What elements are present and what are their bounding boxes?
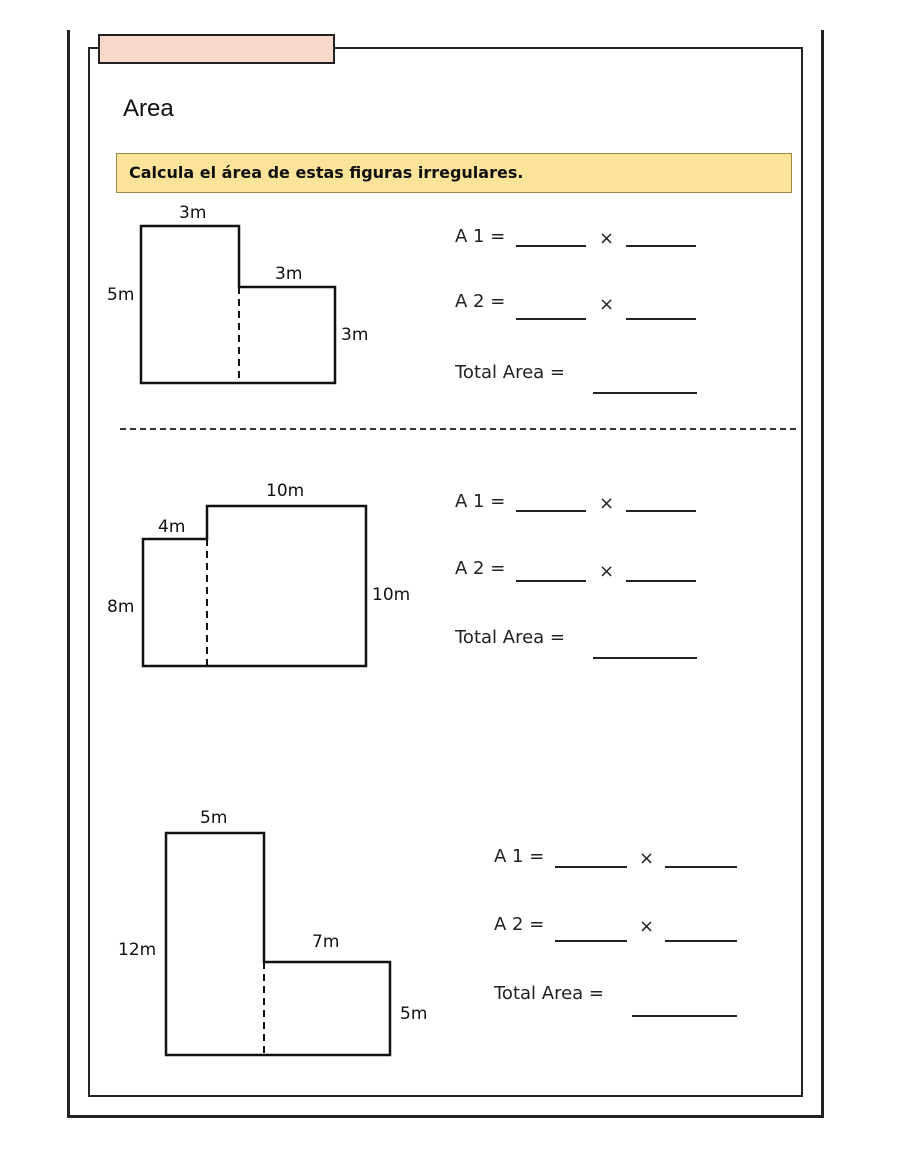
- figure-1-a2-times: ×: [599, 294, 615, 315]
- figure-1-a2-label: A 2 =: [455, 291, 506, 312]
- figure-3-total-blank[interactable]: [632, 1015, 737, 1017]
- instruction-banner: Calcula el área de estas figuras irregulares.: [116, 153, 792, 193]
- figure-3-a2-blank-2[interactable]: [665, 940, 737, 942]
- figure-2-a2-times: ×: [599, 561, 615, 582]
- figure-2-top-label: 10m: [266, 481, 305, 501]
- figure-2-step-label: 4m: [158, 517, 186, 537]
- figure-2-left-label: 8m: [107, 597, 135, 617]
- figure-1-a1-times: ×: [599, 228, 615, 249]
- figure-2-a1-times: ×: [599, 493, 615, 514]
- figure-3-a2-blank-1[interactable]: [555, 940, 627, 942]
- figure-3-a1-times: ×: [639, 848, 655, 869]
- figure-3-left-label: 12m: [118, 940, 157, 960]
- figure-3-right-label: 5m: [400, 1004, 428, 1024]
- figure-3-a2-times: ×: [639, 916, 655, 937]
- figure-3-total-label: Total Area =: [494, 983, 604, 1004]
- figure-1-total-label: Total Area =: [455, 362, 565, 383]
- figure-2-a1-label: A 1 =: [455, 491, 506, 512]
- figure-3-top-label: 5m: [200, 808, 228, 828]
- figure-1-top-label: 3m: [179, 203, 207, 223]
- figure-2-a2-blank-2[interactable]: [626, 580, 696, 582]
- figure-2-a2-blank-1[interactable]: [516, 580, 586, 582]
- figure-1-a2-blank-2[interactable]: [626, 318, 696, 320]
- figure-2-total-blank[interactable]: [593, 657, 697, 659]
- figure-3-a1-label: A 1 =: [494, 846, 545, 867]
- figure-1-a1-label: A 1 =: [455, 226, 506, 247]
- figure-3-a1-blank-1[interactable]: [555, 866, 627, 868]
- section-divider: [120, 428, 796, 430]
- figure-2-a1-blank-1[interactable]: [516, 510, 586, 512]
- figure-3-a2-label: A 2 =: [494, 914, 545, 935]
- figure-3-a1-blank-2[interactable]: [665, 866, 737, 868]
- figure-1-a1-blank-1[interactable]: [516, 245, 586, 247]
- figure-3-step-label: 7m: [312, 932, 340, 952]
- figure-3-outline: [166, 833, 390, 1055]
- figure-2-right-label: 10m: [372, 585, 411, 605]
- figure-1-a2-blank-1[interactable]: [516, 318, 586, 320]
- figure-2-a1-blank-2[interactable]: [626, 510, 696, 512]
- figure-1-total-blank[interactable]: [593, 392, 697, 394]
- figure-1-right-label: 3m: [341, 325, 369, 345]
- page-title: Area: [123, 95, 174, 122]
- figure-1-left-label: 5m: [107, 285, 135, 305]
- figure-1-a1-blank-2[interactable]: [626, 245, 696, 247]
- figure-2-total-label: Total Area =: [455, 627, 565, 648]
- figure-1-step-label: 3m: [275, 264, 303, 284]
- figure-2-a2-label: A 2 =: [455, 558, 506, 579]
